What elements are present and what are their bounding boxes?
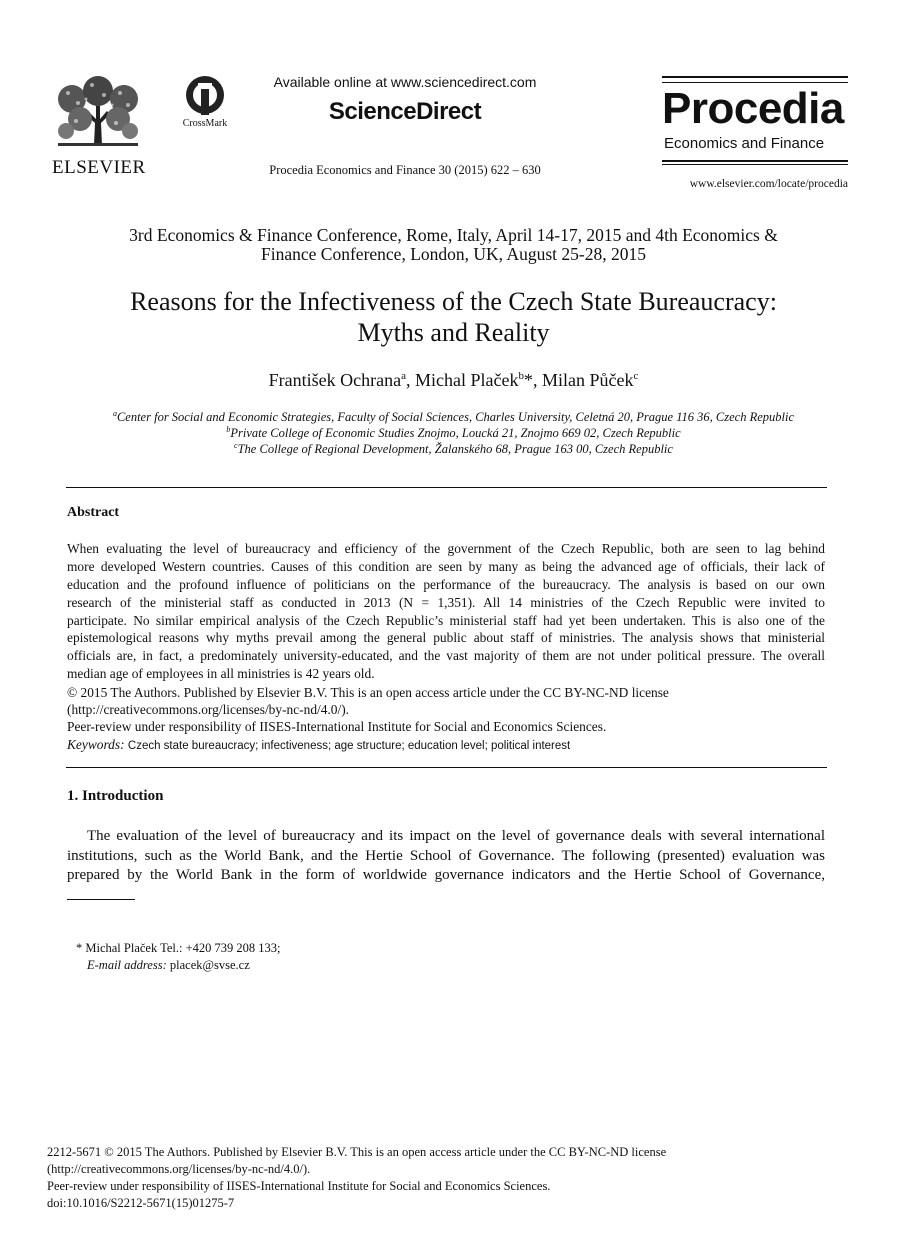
copyright-line: © 2015 The Authors. Published by Elsevier B.V. This is an open access article under the CC BY-NC-ND license <box>67 685 669 700</box>
sciencedirect-wordmark[interactable]: ScienceDirect <box>328 98 482 125</box>
author-affiliation-mark: c <box>633 370 639 382</box>
author-separator: , <box>405 370 415 390</box>
procedia-wordmark: Procedia <box>662 84 844 133</box>
affiliation-text: Private College of Economic Studies Znojmo, Loucká 21, Znojmo 669 02, Czech Republic <box>230 426 681 441</box>
affiliation-mark: a <box>112 409 117 418</box>
email-link[interactable]: placek@svse.cz <box>169 958 250 972</box>
corresponding-author-footnote: * Michal Plaček Tel.: +420 739 208 133; <box>76 941 281 955</box>
footer-issn-copyright: 2212-5671 © 2015 The Authors. Published by Elsevier B.V. This is an open access article under the CC BY-NC-ND license <box>47 1145 667 1159</box>
crossmark-label: CrossMark <box>182 118 228 129</box>
introduction-body <box>67 827 825 886</box>
author-affiliation-mark: a <box>401 370 406 382</box>
crossmark-icon <box>176 75 234 119</box>
license-link[interactable]: (http://creativecommons.org/licenses/by-nc-nd/4.0/). <box>67 702 350 717</box>
procedia-rule-bottom-thin <box>662 164 848 165</box>
abstract-line: officials are, in fact, a predominately university-educated, and the vast majority of them are not under political pressure. The overall <box>67 648 825 664</box>
abstract-line: epistemological reasons why myths prevail among the general public about staff of ministries. The analysis shows that ministerial <box>67 630 825 646</box>
affiliation-text: The College of Regional Development, Žalanského 68, Prague 163 00, Czech Republic <box>237 442 673 457</box>
conference-info <box>70 226 837 264</box>
introduction-line: institutions, such as the World Bank, and the Hertie School of Governance. The following (presented) evaluation was <box>67 847 825 864</box>
procedia-rule-bottom <box>662 160 848 162</box>
procedia-rule-top-thin <box>662 82 848 83</box>
author-name: František Ochrana <box>268 370 402 390</box>
abstract-line: research of the ministerial staff as conducted in 2013 (N = 1,351). All 14 ministries of the Czech Republic were invited to <box>67 594 825 610</box>
title-line-1: Reasons for the Infectiveness of the Czech State Bureaucracy: <box>130 287 777 316</box>
abstract-line: When evaluating the level of bureaucracy and efficiency of the government of the Czech Republic, both are seen to lag behind <box>67 541 825 556</box>
available-online-text: Available online at www.sciencedirect.com <box>273 74 537 90</box>
abstract-line: median age of employees in all ministries is 42 years old. <box>67 666 375 682</box>
peer-review-line: Peer-review under responsibility of IISES-International Institute for Social and Economics Sciences. <box>67 719 607 734</box>
abstract-line: education and the profound influence of politicians on the performance of the bureaucracy. The analysis is based on our own <box>67 576 825 592</box>
author-affiliation-mark: b <box>518 370 524 382</box>
procedia-subtitle: Economics and Finance <box>664 135 825 152</box>
footer-peer-review: Peer-review under responsibility of IISES-International Institute for Social and Economics Sciences. <box>47 1179 551 1193</box>
affiliation-mark: c <box>234 441 238 450</box>
conference-line-1: 3rd Economics & Finance Conference, Rome, Italy, April 14-17, 2015 and 4th Economics & <box>129 225 778 245</box>
abstract-line: more developed Western countries. Causes of this condition are seen by many as being the advanced age of officials, their lack of <box>67 558 825 574</box>
abstract-top-rule <box>66 487 827 488</box>
keywords-label: Keywords: <box>67 737 125 752</box>
title-line-2: Myths and Reality <box>357 318 550 347</box>
procedia-rule-top <box>662 76 848 78</box>
abstract-line: participate. No similar empirical analysis of the Czech Republic’s ministerial staff had yet been undertaken. This is also one of the <box>67 612 825 628</box>
keywords-line <box>67 736 825 756</box>
elsevier-logo <box>50 75 146 178</box>
keywords-list: Czech state bureaucracy; infectiveness; age structure; education level; political interest <box>127 740 571 752</box>
affiliation-text: Center for Social and Economic Strategies, Faculty of Social Sciences, Charles University, Celetná 20, Prague 116 36, Czech Republic <box>116 410 795 425</box>
footnote-rule <box>67 899 135 900</box>
abstract-heading: Abstract <box>67 505 120 520</box>
affiliation-c <box>60 438 847 457</box>
journal-reference: Procedia Economics and Finance 30 (2015) 622 – 630 <box>269 163 541 177</box>
footer-doi[interactable]: doi:10.1016/S2212-5671(15)01275-7 <box>47 1196 235 1210</box>
section-heading-introduction: 1. Introduction <box>67 788 164 804</box>
introduction-line: prepared by the World Bank in the form of worldwide governance indicators and the Hertie School of Governance, <box>67 867 825 884</box>
author-name: Milan Půček <box>541 370 634 390</box>
author-separator: *, <box>523 370 542 390</box>
abstract-body <box>67 540 825 683</box>
affiliation-mark: b <box>226 425 231 434</box>
footer-license-link[interactable]: (http://creativecommons.org/licenses/by-nc-nd/4.0/). <box>47 1162 311 1176</box>
email-label: E-mail address: <box>87 958 167 972</box>
abstract-bottom-rule <box>66 767 827 768</box>
paper-title <box>60 286 847 348</box>
conference-line-2: Finance Conference, London, UK, August 25-28, 2015 <box>261 244 646 264</box>
elsevier-wordmark: ELSEVIER <box>52 157 146 178</box>
author-name: Michal Plaček <box>414 370 519 390</box>
email-footnote <box>87 958 250 973</box>
introduction-line: The evaluation of the level of bureaucracy and its impact on the level of governance deals with several international <box>87 828 825 844</box>
journal-url-link[interactable]: www.elsevier.com/locate/procedia <box>689 178 848 190</box>
author-list <box>60 370 847 391</box>
